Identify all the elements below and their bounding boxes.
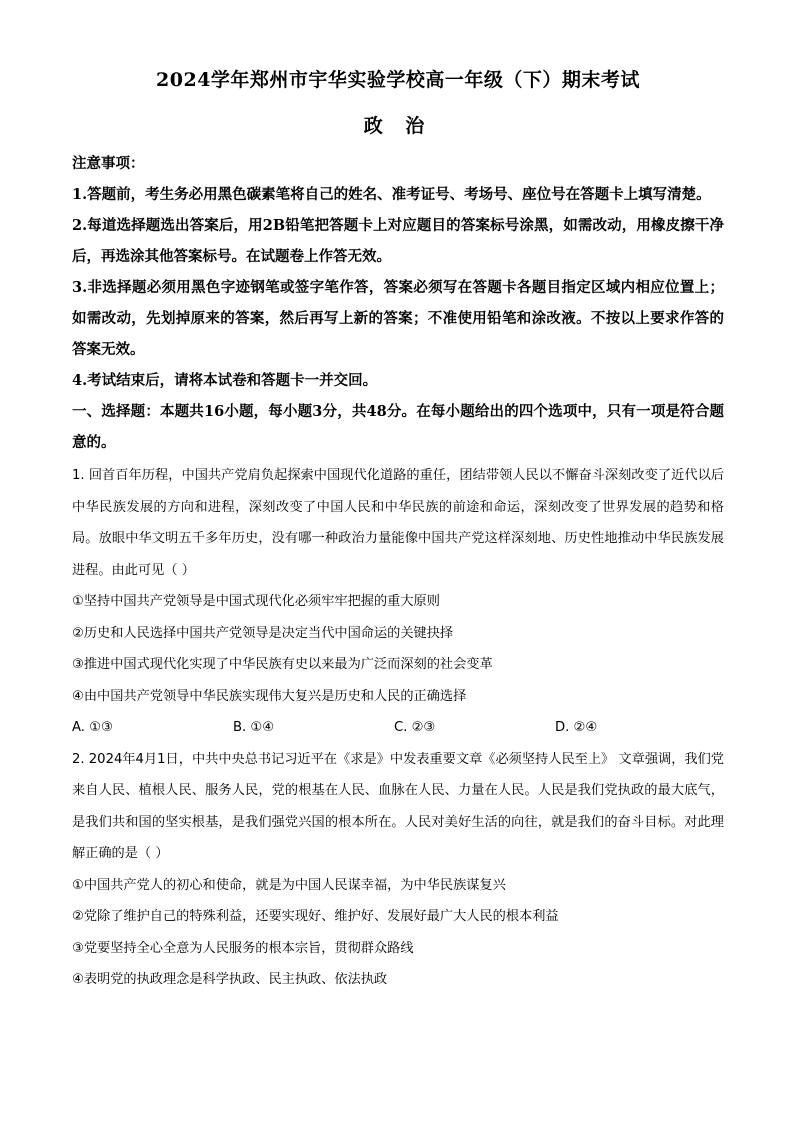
notice-item: 1.答题前，考生务必用黑色碳素笔将自己的姓名、准考证号、考场号、座位号在答题卡上填写清楚。 [72, 186, 711, 203]
notice-heading: 注意事项： [72, 155, 145, 172]
section-heading: 一、选择题：本题共16小题，每小题3分，共48分。在每小题给出的四个选项中，只有一项是符合题意的。 [72, 403, 724, 451]
question-statement: ④表明党的执政理念是科学执政、民主执政、依法执政 [72, 972, 388, 987]
notice-item: 3.非选择题必须用黑色字迹钢笔或签字笔作答，答案必须写在答题卡各题目指定区域内相应位置上；如需改动，先划掉原来的答案，然后再写上新的答案；不准使用铅笔和涂改液。不按以上要求作答的答案无效。 [72, 279, 724, 358]
option-d: D. ②④ [555, 720, 598, 735]
question-statement: ②党除了维护自己的特殊利益，还要实现好、维护好、发展好最广大人民的根本利益 [72, 909, 559, 924]
exam-page [72, 66, 724, 996]
question-statement: ③党要坚持全心全意为人民服务的根本宗旨，贯彻群众路线 [72, 940, 414, 956]
exam-title: 2024学年郑州市宇华实验学校高一年级（下）期末考试 [156, 69, 640, 91]
question-2 [72, 744, 724, 996]
answer-options [72, 712, 724, 744]
question-1 [72, 460, 724, 744]
question-stem: 1. 回首百年历程，中国共产党肩负起探索中国现代化道路的重任，团结带领人民以不懈奋斗深刻改变了近代以后中华民族发展的方向和进程，深刻改变了中国人民和中华民族的前途和命运，深刻改变了世界发展的趋势和格局。放眼中华文明五千多年历史，没有哪一种政治力量能像中国共产党这样深刻地、历史性地推动中华民族发展进程。由此可见（ ） [72, 468, 724, 578]
question-statement: ④由中国共产党领导中华民族实现伟大复兴是历史和人民的正确选择 [72, 688, 467, 704]
question-statement: ②历史和人民选择中国共产党领导是决定当代中国命运的关键抉择 [72, 625, 454, 641]
option-a: A. ①③ [72, 720, 113, 735]
question-statement: ③推进中国式现代化实现了中华民族有史以来最为广泛而深刻的社会变革 [72, 657, 493, 672]
option-b: B. ①④ [233, 720, 275, 735]
question-statement: ①坚持中国共产党领导是中国式现代化必须牢牢把握的重大原则 [72, 594, 440, 609]
notice-block [72, 148, 724, 396]
notice-item: 4.考试结束后，请将本试卷和答题卡一并交回。 [72, 372, 378, 389]
question-statement: ①中国共产党人的初心和使命，就是为中国人民谋幸福，为中华民族谋复兴 [72, 877, 506, 893]
option-c: C. ②③ [394, 720, 436, 735]
notice-item: 2.每道选择题选出答案后，用2B铅笔把答题卡上对应题目的答案标号涂黑，如需改动，用橡皮擦干净后，再选涂其他答案标号。在试题卷上作答无效。 [72, 217, 724, 265]
question-stem: 2. 2024年4月1日，中共中央总书记习近平在《求是》中发表重要文章《必须坚持人民至上》 文章强调，我们党来自人民、植根人民、服务人民，党的根基在人民、血脉在人民、力量在人民。人民是我们党执政的最大底气，是我们共和国的坚实根基，是我们强党兴国的根本所在。人民对美好生活的向往，就是我们的奋斗目标。对此理解正确的是（ ） [72, 751, 724, 861]
subject-title: 政 治 [363, 115, 433, 137]
